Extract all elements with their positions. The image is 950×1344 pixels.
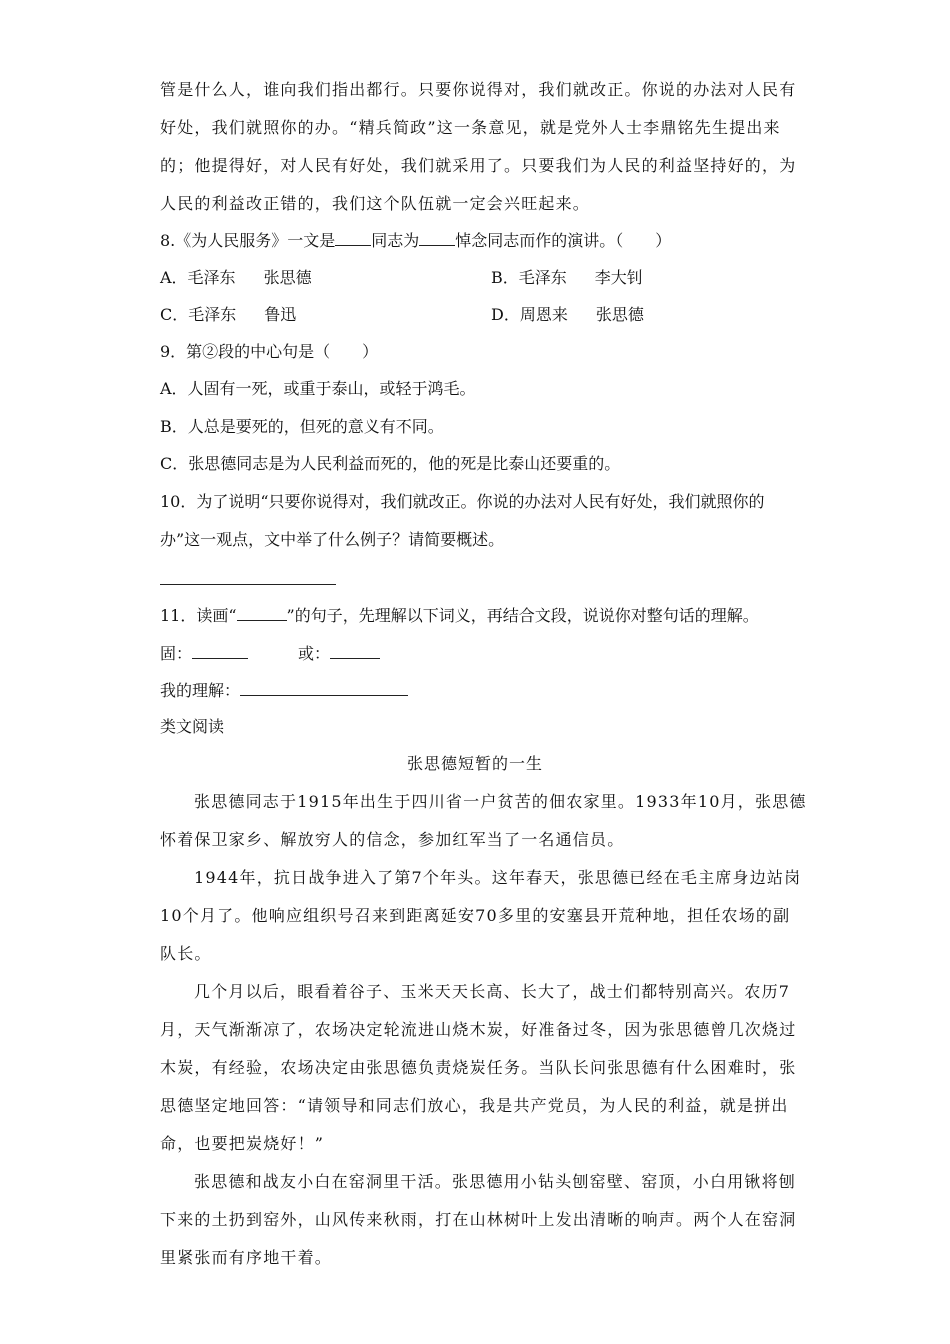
article-paragraph-line: 10个月了。他响应组织号召来到距离延安70多里的安塞县开荒种地，担任农场的副 bbox=[160, 906, 791, 925]
q8-option-b[interactable]: B．毛泽东 李大钊 bbox=[491, 268, 643, 287]
article-paragraph-line: 月，天气渐渐凉了，农场决定轮流进山烧木炭，好准备过冬，因为张思德曾几次烧过 bbox=[160, 1020, 797, 1039]
article-paragraph-line: 思德坚定地回答：“请领导和同志们放心，我是共产党员，为人民的利益，就是拼出 bbox=[160, 1096, 789, 1115]
article-paragraph-line: 张思德同志于1915年出生于四川省一户贫苦的佃农家里。1933年10月，张思德 bbox=[194, 792, 807, 811]
answer-blank[interactable] bbox=[419, 229, 455, 246]
question-9-stem: 9．第②段的中心句是（ ） bbox=[160, 342, 379, 361]
gu-answer-blank[interactable] bbox=[192, 642, 248, 659]
q8-option-c[interactable]: C．毛泽东 鲁迅 bbox=[160, 305, 297, 324]
article-paragraph-line: 1944年，抗日战争进入了第7个年头。这年春天，张思德已经在毛主席身边站岗 bbox=[194, 868, 802, 887]
article-title: 张思德短暂的一生 bbox=[406, 754, 543, 773]
passage-line: 的；他提得好，对人民有好处，我们就采用了。只要我们为人民的利益坚持好的，为 bbox=[160, 156, 797, 175]
answer-blank[interactable] bbox=[335, 229, 371, 246]
q11-huo-row: 或： bbox=[298, 642, 380, 665]
q9-option-c[interactable]: C．张思德同志是为人民利益而死的，他的死是比泰山还要重的。 bbox=[160, 454, 621, 473]
question-10-line: 办”这一观点，文中举了什么例子？请简要概述。 bbox=[160, 530, 505, 549]
question-11-stem: 11．读画“ ”的句子，先理解以下词义，再结合文段，说说你对整句话的理解。 bbox=[160, 606, 759, 625]
underline-mark bbox=[237, 604, 287, 621]
question-8-stem: 8.《为人民服务》一文是 同志为 悼念同志而作的演讲。（ ） bbox=[160, 231, 672, 250]
article-paragraph-line: 队长。 bbox=[160, 944, 212, 963]
article-paragraph-line: 几个月以后，眼看着谷子、玉米天天长高、长大了，战士们都特别高兴。农历7 bbox=[194, 982, 791, 1001]
passage-line: 管是什么人，谁向我们指出都行。只要你说得对，我们就改正。你说的办法对人民有 bbox=[160, 80, 797, 99]
q9-option-b[interactable]: B．人总是要死的，但死的意义有不同。 bbox=[160, 417, 444, 436]
article-paragraph-line: 下来的土扔到窑外，山风传来秋雨，打在山林树叶上发出清晰的响声。两个人在窑洞 bbox=[160, 1210, 797, 1229]
q11-understanding-row: 我的理解： bbox=[160, 679, 408, 702]
passage-line: 好处，我们就照你的办。“精兵简政”这一条意见，就是党外人士李鼎铭先生提出来 bbox=[160, 118, 781, 137]
q8-option-d[interactable]: D．周恩来 张思德 bbox=[491, 305, 644, 324]
q11-gu-row: 固： bbox=[160, 642, 248, 665]
q9-option-a[interactable]: A．人固有一死，或重于泰山，或轻于鸿毛。 bbox=[160, 379, 476, 398]
huo-answer-blank[interactable] bbox=[330, 642, 380, 659]
article-paragraph-line: 里紧张而有序地干着。 bbox=[160, 1248, 333, 1267]
passage-line: 人民的利益改正错的，我们这个队伍就一定会兴旺起来。 bbox=[160, 194, 591, 213]
article-paragraph-line: 命，也要把炭烧好！” bbox=[160, 1134, 325, 1153]
article-paragraph-line: 木炭，有经验，农场决定由张思德负责烧炭任务。当队长问张思德有什么困难时，张 bbox=[160, 1058, 797, 1077]
article-paragraph-line: 怀着保卫家乡、解放穷人的信念，参加红军当了一名通信员。 bbox=[160, 830, 625, 849]
question-10-line: 10．为了说明“只要你说得对，我们就改正。你说的办法对人民有好处，我们就照你的 bbox=[160, 492, 765, 511]
q8-option-a[interactable]: A．毛泽东 张思德 bbox=[160, 268, 312, 287]
q10-answer-line[interactable] bbox=[160, 584, 336, 585]
understanding-answer-blank[interactable] bbox=[240, 679, 408, 696]
article-paragraph-line: 张思德和战友小白在窑洞里干活。张思德用小钻头刨窑壁、窑顶，小白用锹将刨 bbox=[194, 1172, 797, 1191]
section-label: 类文阅读 bbox=[160, 717, 225, 736]
